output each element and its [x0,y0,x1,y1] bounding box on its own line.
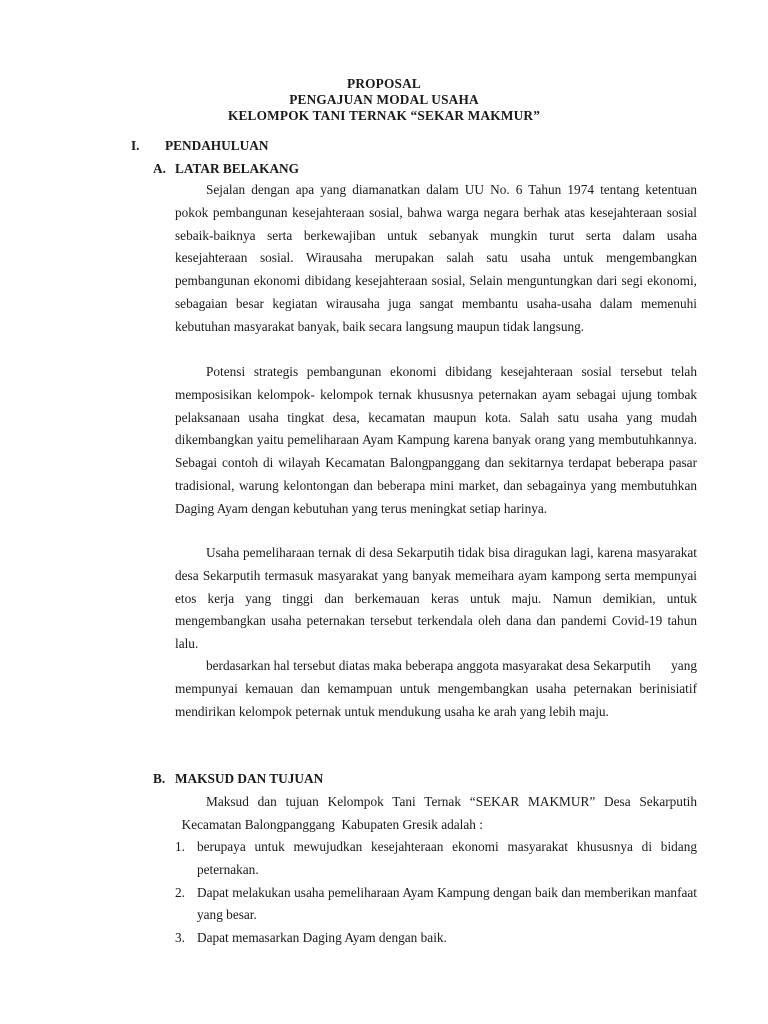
document-title-line-2: PENGAJUAN MODAL USAHA [289,92,479,107]
list-item-text: Dapat memasarkan Daging Ayam dengan baik. [197,930,447,946]
subsection-heading-text: MAKSUD DAN TUJUAN [175,771,324,786]
subsection-heading-maksud-dan-tujuan [153,771,323,787]
paragraph-latar-belakang-1: Sejalan dengan apa yang diamanatkan dalam UU No. 6 Tahun 1974 tentang ketentuan pokok pembangunan kesejahteraan sosial, bahwa warga negara berhak atas kesejahteraan sosial sebaik-baiknya serta berkewajiban untuk sebanyak mungkin turut serta dalam usaha kesejahteraan sosial. Wirausaha merupakan salah satu usaha untuk mengembangkan pembangunan ekonomi dibidang kesejahteraan sosial, Selain menguntungkan dari segi ekonomi, sebagaian besar kegiatan wirausaha juga sangat membantu usaha-usaha dalam memenuhi kebutuhan masyarakat banyak, baik secara langsung maupun tidak langsung. [175,182,697,334]
tujuan-list [175,836,697,950]
subsection-letter: B. [153,771,166,786]
section-heading-text: PENDAHULUAN [165,138,269,153]
list-item-number: 2. [175,884,185,900]
subsection-letter: A. [153,161,166,176]
section-heading-pendahuluan [131,138,268,154]
document-title-line-3: KELOMPOK TANI TERNAK “SEKAR MAKMUR” [227,108,541,123]
paragraph-latar-belakang-3: Usaha pemeliharaan ternak di desa Sekarputih tidak bisa diragukan lagi, karena masyarakat desa Sekarputih termasuk masyarakat yang banyak memeihara ayam kampong serta mempunyai etos kerja yang tinggi dan berkemauan keras untuk maju. Namun demikian, untuk mengembangkan usaha peternakan tersebut terkendala oleh dana dan pandemi Covid-19 tahun lalu. [175,545,697,652]
list-item [175,927,697,950]
list-item-text: Dapat melakukan usaha pemeliharaan Ayam Kampung dengan baik dan memberikan manfaat yang besar. [197,884,697,923]
paragraph-maksud-intro: Maksud dan tujuan Kelompok Tani Ternak “SEKAR MAKMUR” Desa Sekarputih Kecamatan Balongpanggang Kabupaten Gresik adalah : [175,794,697,832]
subsection-heading-latar-belakang [153,161,299,177]
list-item [175,882,697,928]
list-item-number: 1. [175,839,185,854]
document-title-line-1: PROPOSAL [347,76,421,91]
list-item-text: berupaya untuk mewujudkan kesejahteraan ekonomi masyarakat khususnya di bidang peternakan. [197,839,697,877]
paragraph-latar-belakang-2: Potensi strategis pembangunan ekonomi dibidang kesejahteraan sosial tersebut telah memposisikan kelompok- kelompok ternak khususnya peternakan ayam sebagai ujung tombak pelaksanaan usaha tingkat desa, kecamatan maupun kota. Salah satu usaha yang mudah dikembangkan yaitu pemeliharaan Ayam Kampung karena banyak orang yang membutuhkannya. Sebagai contoh di wilayah Kecamatan Balongpanggang dan sekitarnya terdapat beberapa pasar tradisional, warung kelontongan dan beberapa mini market, dan sebagainya yang membutuhkan Daging Ayam dengan kebutuhan yang terus meningkat setiap harinya. [175,364,697,516]
paragraph-latar-belakang-4: berdasarkan hal tersebut diatas maka beberapa anggota masyarakat desa Sekarputih yang mempunyai kemauan dan kemampuan untuk mengembangkan usaha peternakan berinisiatif mendirikan kelompok peternak untuk mendukung usaha ke arah yang lebih maju. [175,658,697,719]
list-item-number: 3. [175,930,185,946]
section-number: I. [131,138,140,153]
subsection-heading-text: LATAR BELAKANG [175,161,299,176]
list-item [175,836,697,882]
